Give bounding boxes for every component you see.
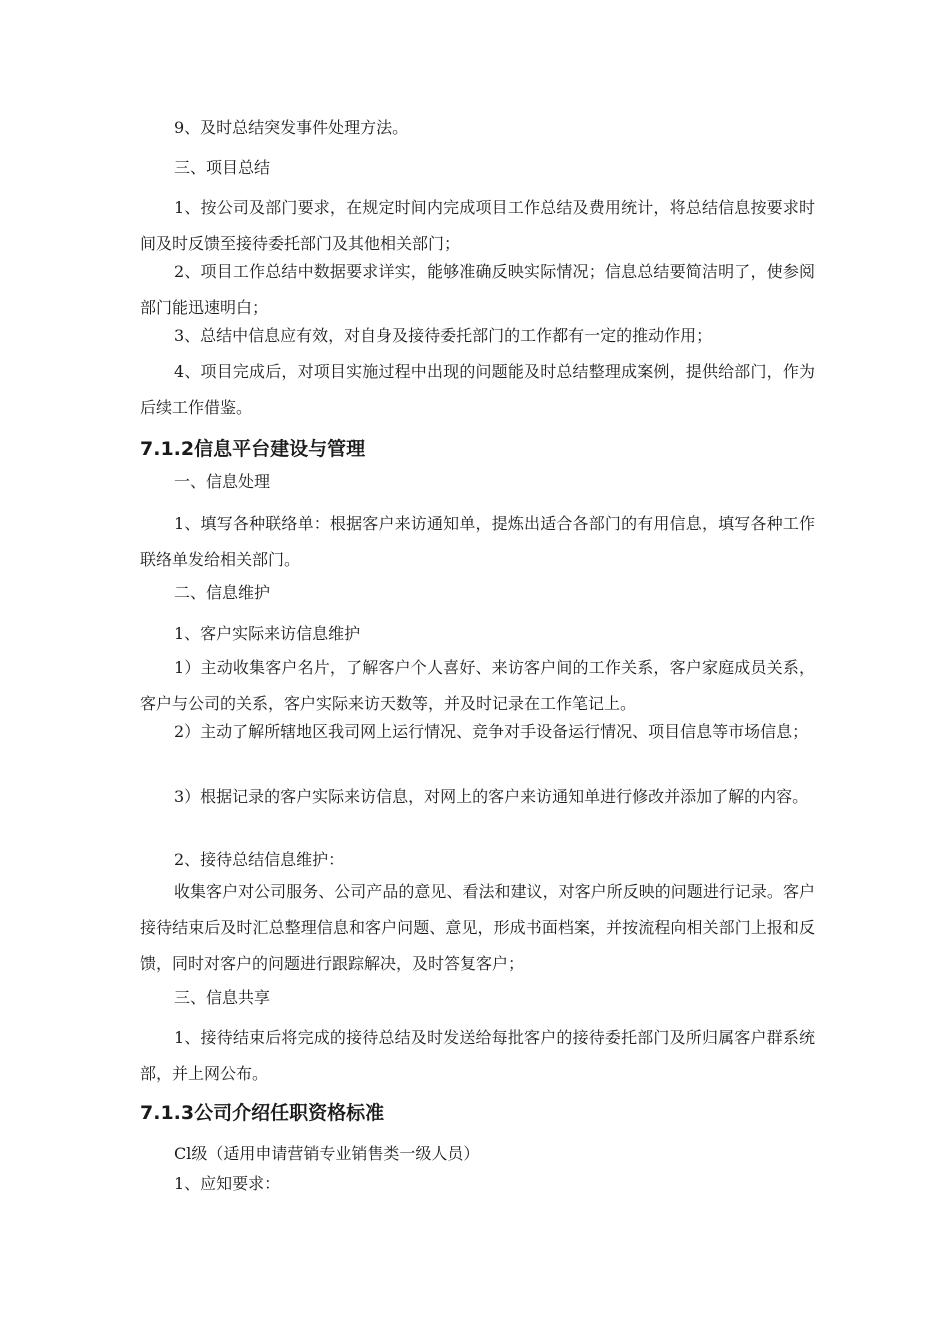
paragraph: 3）根据记录的客户实际来访信息，对网上的客户来访通知单进行修改并添加了解的内容。 — [174, 787, 809, 806]
paragraph: 1、接待结束后将完成的接待总结及时发送给每批客户的接待委托部门及所归属客户群系统部，并上网公布。 — [140, 1028, 815, 1083]
paragraph: Cl级（适用申请营销专业销售类一级人员） — [174, 1144, 480, 1163]
chapter-heading: 7.1.2信息平台建设与管理 — [140, 438, 366, 460]
paragraph: 9、及时总结突发事件处理方法。 — [174, 118, 409, 137]
paragraph: 1、按公司及部门要求，在规定时间内完成项目工作总结及费用统计，将总结信息按要求时间及时反馈至接待委托部门及其他相关部门； — [140, 198, 815, 253]
paragraph: 2）主动了解所辖地区我司网上运行情况、竞争对手设备运行情况、项目信息等市场信息； — [174, 722, 809, 741]
section-heading: 三、项目总结 — [174, 158, 271, 177]
paragraph: 1、填写各种联络单：根据客户来访通知单，提炼出适合各部门的有用信息，填写各种工作联络单发给相关部门。 — [140, 514, 815, 569]
section-heading: 三、信息共享 — [174, 988, 271, 1007]
paragraph: 收集客户对公司服务、公司产品的意见、看法和建议，对客户所反映的问题进行记录。客户接待结束后及时汇总整理信息和客户问题、意见，形成书面档案，并按流程向相关部门上报和反馈，同时对客户的问题进行跟踪解决，及时答复客户； — [140, 882, 815, 973]
paragraph: 1、客户实际来访信息维护 — [174, 624, 361, 643]
paragraph: 1）主动收集客户名片，了解客户个人喜好、来访客户间的工作关系，客户家庭成员关系，客户与公司的关系，客户实际来访天数等，并及时记录在工作笔记上。 — [140, 658, 815, 713]
paragraph: 2、接待总结信息维护： — [174, 850, 345, 869]
paragraph: 4、项目完成后，对项目实施过程中出现的问题能及时总结整理成案例，提供给部门，作为后续工作借鉴。 — [140, 362, 815, 417]
section-heading: 二、信息维护 — [174, 583, 271, 602]
chapter-heading: 7.1.3公司介绍任职资格标准 — [140, 1102, 385, 1124]
section-heading: 一、信息处理 — [174, 472, 271, 491]
paragraph: 3、总结中信息应有效，对自身及接待委托部门的工作都有一定的推动作用； — [174, 326, 713, 345]
paragraph: 1、应知要求： — [174, 1174, 281, 1193]
paragraph: 2、项目工作总结中数据要求详实，能够准确反映实际情况；信息总结要简洁明了，使参阅部门能迅速明白； — [140, 262, 815, 317]
